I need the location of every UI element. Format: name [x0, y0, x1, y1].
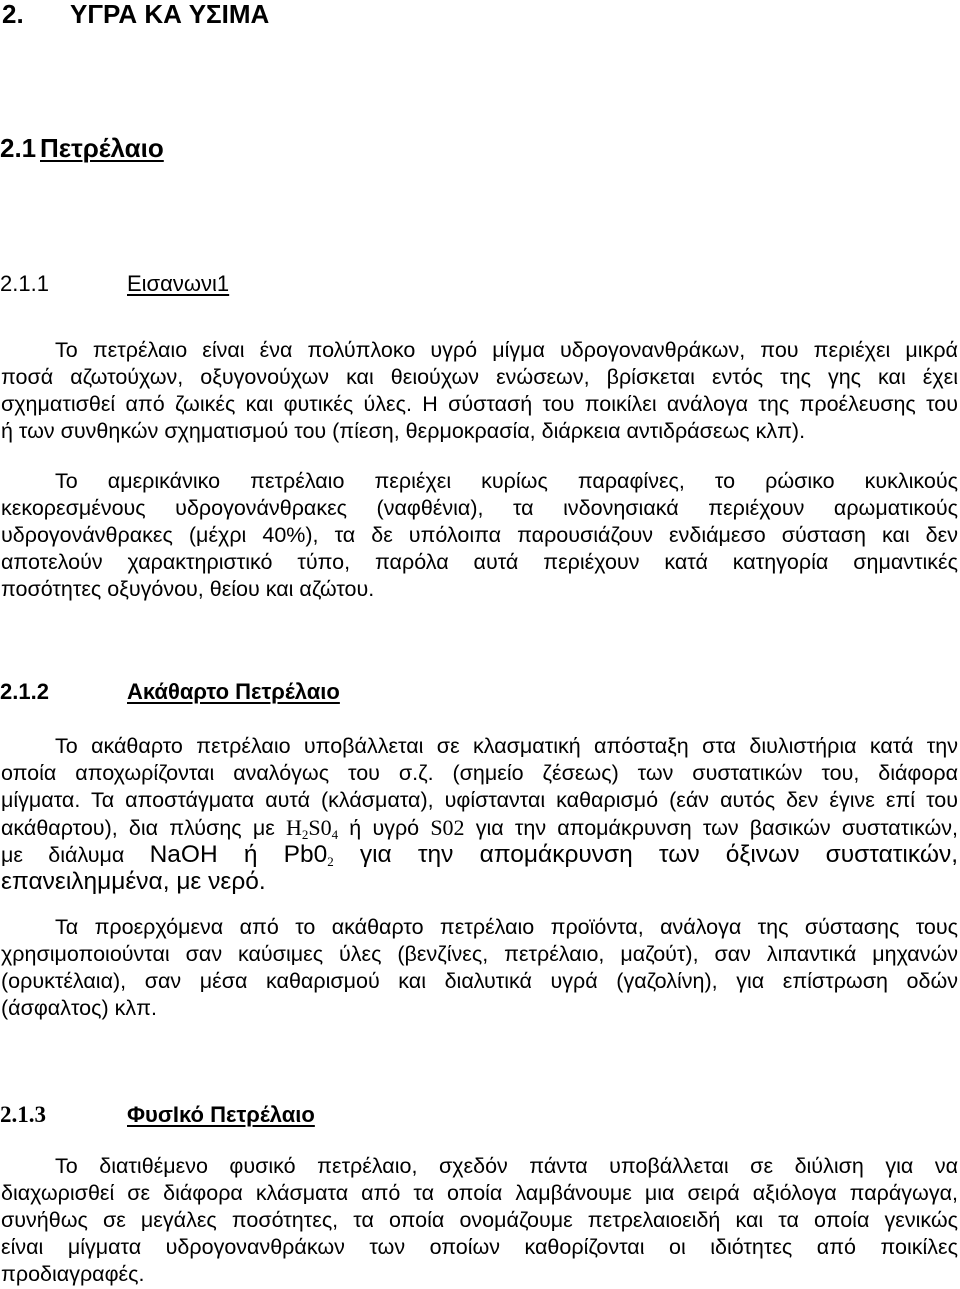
subsection-number: 2.1.2	[0, 679, 49, 704]
section-title: Πετρέλαιο	[40, 133, 164, 163]
paragraph-line	[1, 814, 958, 841]
paragraph-line: οποία αποχωρίζονται αναλόγως του σ.ζ. (σημείο ζέσεως) των συστατικών του, διάφορα	[1, 761, 958, 785]
paragraph	[1, 337, 958, 445]
line-text-large: για την απομάκρυνση των όξινων συστατικών,	[333, 841, 959, 868]
paragraph-line: Το διατιθέμενο φυσικό πετρέλαιο, σχεδόν πάντα υποβάλλεται σε διύλιση για να	[55, 1154, 958, 1178]
paragraph-line: επανειλημμένα, με νερό.	[1, 868, 266, 895]
chapter-number: 2.	[2, 0, 24, 29]
line-text: ακάθαρτου), δια πλύσης με	[1, 816, 286, 840]
paragraph	[1, 914, 958, 1022]
chemical-formula-h2so4	[286, 815, 338, 840]
subsection-title: ΦυσΙκό Πετρέλαιο	[127, 1102, 315, 1127]
paragraph-line: συνήθως σε μεγάλες ποσότητες, τα οποία ονομάζουμε πετρελαιοειδή και τα οποία γενικώς	[1, 1208, 958, 1232]
chemical-formula-so2: S02	[430, 815, 465, 840]
paragraph-line: μίγματα. Τα αποστάγματα αυτά (κλάσματα), υφίστανται καθαρισμό (εάν αυτός δεν έγινε επί του	[1, 788, 958, 812]
paragraph-line: είναι μίγματα υδρογονανθράκων των οποίων καθορίζονται οι ιδιότητες από ποικίλες	[1, 1235, 958, 1259]
paragraph-line: Τα προερχόμενα από το ακάθαρτο πετρέλαιο προϊόντα, ανάλογα της σύστασης τους	[55, 915, 958, 939]
formula-subscript: 4	[331, 827, 339, 842]
line-text: ή υγρό	[338, 816, 431, 840]
chapter-title: ΥΓΡΑ ΚΑ ΥΣΙΜΑ	[70, 0, 270, 29]
paragraph-line: αποτελούν χαρακτηριστικό τύπο, παρόλα αυτά περιέχουν κατά κατηγορία σημαντικές	[1, 550, 958, 574]
section-heading	[0, 134, 960, 162]
paragraph-line: χρησιμοποιούνται σαν καύσιμες ύλες (βενζίνες, πετρέλαιο, μαζούτ), σαν λιπαντικά μηχανών	[1, 942, 958, 966]
chapter-heading	[0, 0, 960, 28]
subsection-number: 2.1.1	[0, 271, 49, 296]
paragraph-line: προδιαγραφές.	[1, 1262, 145, 1286]
paragraph-line: (ορυκτέλαια), σαν μέσα καθαρισμού και διαλυτικά υγρά (γαζολίνη), για επίστρωση οδών	[1, 969, 958, 993]
line-text: με διάλυμα	[1, 843, 150, 867]
paragraph-line: υδρογονάνθρακες (μέχρι 40%), τα δε υπόλοιπα παρουσιάζουν ενδιάμεσο σύσταση και δεν	[1, 523, 958, 547]
paragraph	[1, 1153, 958, 1288]
paragraph-line: (άσφαλτος) κλπ.	[1, 996, 157, 1020]
line-text-large: NaOH ή Pb0	[149, 841, 328, 868]
paragraph-line	[1, 841, 958, 868]
paragraph-line: σχηματισθεί από ζωικές και φυτικές ύλες. Η σύστασή του ποικίλει ανάλογα της προέλευσης του	[1, 392, 958, 416]
subsection-title: Εισανωνι1	[127, 271, 230, 296]
paragraph-line: Το αμερικάνικο πετρέλαιο περιέχει κυρίως παραφίνες, το ρώσικο κυκλικούς	[55, 469, 958, 493]
paragraph	[1, 733, 958, 895]
formula-part: H	[285, 815, 302, 840]
formula-part: S0	[308, 815, 332, 840]
paragraph-line: Το πετρέλαιο είναι ένα πολύπλοκο υγρό μίγμα υδρογονανθράκων, που περιέχει μικρά	[55, 338, 958, 362]
paragraph-line: ποσά αζωτούχων, οξυγονούχων και θειούχων ενώσεων, βρίσκεται εντός της γης και έχει	[1, 365, 958, 389]
subsection-number: 2.1.3	[0, 1102, 46, 1127]
subsection-title: Ακάθαρτο Πετρέλαιο	[127, 679, 340, 704]
subsection-heading-2-1-2	[0, 678, 960, 706]
section-number: 2.1	[0, 133, 37, 163]
paragraph-line: ποσότητες οξυγόνου, θείου και αζώτου.	[1, 577, 375, 601]
paragraph-line: ή των συνθηκών σχηματισμού του (πίεση, θερμοκρασία, διάρκεια αντιδράσεως κλπ).	[1, 419, 806, 443]
subsection-heading-2-1-3	[0, 1101, 960, 1129]
paragraph-line: διαχωρισθεί σε διάφορα κλάσματα από τα οποία λαμβάνουμε μια σειρά αξιόλογα παράγωγα,	[1, 1181, 958, 1205]
subsection-heading-2-1-1	[0, 270, 960, 298]
formula-subscript: 2	[301, 827, 309, 842]
formula-subscript: 2	[327, 854, 334, 869]
paragraph	[1, 468, 958, 603]
paragraph-line: κεκορεσμένους υδρογονάνθρακες (ναφθένια), τα ινδονησιακά περιέχουν αρωματικούς	[1, 496, 958, 520]
paragraph-line: Το ακάθαρτο πετρέλαιο υποβάλλεται σε κλασματική απόσταξη στα διυλιστήρια κατά την	[55, 734, 958, 758]
line-text: για την απομάκρυνση των βασικών συστατικών,	[464, 816, 959, 840]
